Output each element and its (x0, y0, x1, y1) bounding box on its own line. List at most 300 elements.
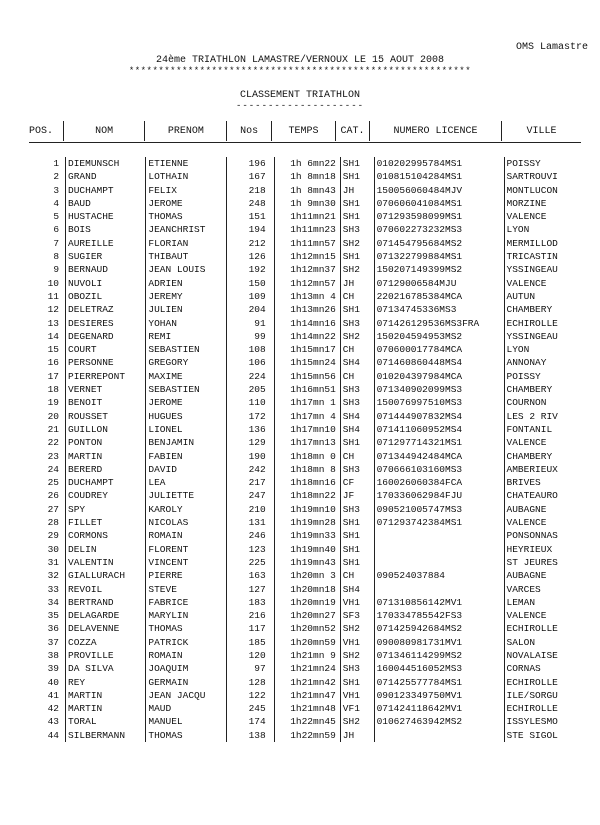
table-row (29, 569, 581, 582)
table-row (29, 184, 581, 197)
prenom-cell: JEAN LOUIS (146, 263, 226, 276)
temps-cell: 1h21mn42 (274, 676, 340, 689)
prenom-cell: MAUD (146, 702, 226, 715)
pos-cell: 27 (47, 503, 60, 515)
pos-cell: 20 (47, 410, 60, 422)
nos-cell: 174 (226, 715, 274, 728)
pos-cell: 30 (47, 543, 60, 555)
nom-cell: BERERD (66, 463, 146, 476)
ville-cell: BRIVES (504, 476, 581, 489)
nos-cell: 245 (226, 702, 274, 715)
licence-cell: 160044516052MS3 (374, 662, 504, 675)
temps-cell: 1h21mn48 (274, 702, 340, 715)
nos-cell: 109 (226, 290, 274, 303)
licence-cell: 170334785542FS3 (374, 609, 504, 622)
cat-cell: SH4 (340, 423, 374, 436)
cat-cell: CH (340, 290, 374, 303)
ville-cell: VALENCE (504, 436, 581, 449)
table-row (29, 423, 581, 436)
nos-cell: 129 (226, 436, 274, 449)
nos-cell: 205 (226, 383, 274, 396)
cat-cell: SH3 (340, 662, 374, 675)
temps-cell: 1h17mn10 (274, 423, 340, 436)
table-row (29, 410, 581, 423)
pos-cell: 26 (47, 490, 60, 502)
nom-cell: SUGIER (66, 250, 146, 263)
licence-cell: 010627463942MS2 (374, 715, 504, 728)
ville-cell: POISSY (504, 157, 581, 170)
pos-cell: 3 (53, 184, 60, 196)
ville-cell: VALENCE (504, 609, 581, 622)
table-row (29, 463, 581, 476)
cat-cell: SH2 (340, 330, 374, 343)
licence-cell: 070606041084MS1 (374, 197, 504, 210)
ville-cell: NOVALAISE (504, 649, 581, 662)
ville-cell: POISSY (504, 370, 581, 383)
nos-cell: 183 (226, 596, 274, 609)
licence-cell: 071322799884MS1 (374, 250, 504, 263)
ville-cell: YSSINGEAU (504, 263, 581, 276)
temps-cell: 1h22mn45 (274, 715, 340, 728)
temps-cell: 1h11mn21 (274, 210, 340, 223)
prenom-cell: PIERRE (146, 569, 226, 582)
cat-cell: SH2 (340, 263, 374, 276)
prenom-cell: BENJAMIN (146, 436, 226, 449)
prenom-cell: JEANCHRIST (146, 223, 226, 236)
nom-cell: REY (66, 676, 146, 689)
licence-cell: 071454795684MS2 (374, 237, 504, 250)
licence-cell: 07129006584MJU (374, 277, 504, 290)
nos-cell: 138 (226, 729, 274, 742)
nom-cell: DUCHAMPT (66, 476, 146, 489)
pos-cell: 40 (47, 676, 60, 688)
temps-cell: 1h19mn10 (274, 503, 340, 516)
nos-cell: 216 (226, 609, 274, 622)
pos-cell: 31 (47, 556, 60, 568)
table-row (29, 702, 581, 715)
ville-cell: ECHIROLLE (504, 702, 581, 715)
temps-cell: 1h 6mn22 (274, 157, 340, 170)
pos-cell: 18 (47, 384, 60, 396)
column-header-row (29, 121, 581, 141)
pos-cell: 25 (47, 477, 60, 489)
prenom-cell: NICOLAS (146, 516, 226, 529)
table-row (29, 622, 581, 635)
prenom-cell: DAVID (146, 463, 226, 476)
temps-cell: 1h19mn40 (274, 543, 340, 556)
ville-cell: VALENCE (504, 516, 581, 529)
table-row (29, 689, 581, 702)
prenom-cell: GERMAIN (146, 676, 226, 689)
temps-cell: 1h15mn17 (274, 343, 340, 356)
ville-cell: AUBAGNE (504, 569, 581, 582)
pos-cell: 6 (53, 224, 60, 236)
prenom-cell: MANUEL (146, 715, 226, 728)
prenom-cell: ADRIEN (146, 277, 226, 290)
prenom-cell: HUGUES (146, 410, 226, 423)
pos-cell: 38 (47, 649, 60, 661)
licence-cell: 090524037884 (374, 569, 504, 582)
prenom-cell: THOMAS (146, 210, 226, 223)
nos-cell: 217 (226, 476, 274, 489)
cat-cell: SH1 (340, 170, 374, 183)
table-row (29, 662, 581, 675)
temps-cell: 1h19mn33 (274, 529, 340, 542)
pos-cell: 13 (47, 317, 60, 329)
table-row (29, 290, 581, 303)
prenom-cell: JOAQUIM (146, 662, 226, 675)
organizer-label: OMS Lamastre (515, 42, 588, 53)
nos-cell: 190 (226, 450, 274, 463)
col-cat: CAT. (336, 121, 370, 141)
ville-cell: CORNAS (504, 662, 581, 675)
nom-cell: BERNAUD (66, 263, 146, 276)
cat-cell: VH1 (340, 596, 374, 609)
nos-cell: 136 (226, 423, 274, 436)
nom-cell: SILBERMANN (66, 729, 146, 742)
nom-cell: GIALLURACH (66, 569, 146, 582)
temps-cell: 1h21mn24 (274, 662, 340, 675)
prenom-cell: FLORENT (146, 543, 226, 556)
prenom-cell: JEREMY (146, 290, 226, 303)
nom-cell: PROVILLE (66, 649, 146, 662)
licence-cell: 070666103160MS3 (374, 463, 504, 476)
table-row (29, 609, 581, 622)
licence-cell: 071346114299MS2 (374, 649, 504, 662)
cat-cell: SH4 (340, 410, 374, 423)
cat-cell: SH1 (340, 436, 374, 449)
temps-cell: 1h12mn15 (274, 250, 340, 263)
pos-cell: 36 (47, 623, 60, 635)
table-row (29, 729, 581, 742)
nom-cell: COUDREY (66, 489, 146, 502)
nom-cell: MARTIN (66, 450, 146, 463)
nom-cell: PIERREPONT (66, 370, 146, 383)
nom-cell: DESIERES (66, 317, 146, 330)
table-row (29, 556, 581, 569)
nos-cell: 151 (226, 210, 274, 223)
temps-cell: 1h17mn 4 (274, 410, 340, 423)
licence-cell (374, 729, 504, 742)
ville-cell: CHAMBERY (504, 303, 581, 316)
nom-cell: ROUSSET (66, 410, 146, 423)
prenom-cell: REMI (146, 330, 226, 343)
pos-cell: 23 (47, 450, 60, 462)
prenom-cell: THOMAS (146, 622, 226, 635)
nom-cell: VERNET (66, 383, 146, 396)
temps-cell: 1h14mn16 (274, 317, 340, 330)
licence-cell (374, 556, 504, 569)
temps-cell: 1h14mn22 (274, 330, 340, 343)
temps-cell: 1h20mn19 (274, 596, 340, 609)
nom-cell: MARTIN (66, 702, 146, 715)
nos-cell: 123 (226, 543, 274, 556)
nom-cell: GUILLON (66, 423, 146, 436)
nom-cell: PONTON (66, 436, 146, 449)
pos-cell: 11 (47, 290, 60, 302)
licence-cell: 220216785384MCA (374, 290, 504, 303)
nom-cell: DELIN (66, 543, 146, 556)
prenom-cell: MARYLIN (146, 609, 226, 622)
licence-cell: 071444907832MS4 (374, 410, 504, 423)
temps-cell: 1h18mn 0 (274, 450, 340, 463)
table-row (29, 476, 581, 489)
pos-cell: 33 (47, 583, 60, 595)
ville-cell: VARCES (504, 583, 581, 596)
pos-cell: 5 (53, 211, 60, 223)
nom-cell: COURT (66, 343, 146, 356)
licence-cell: 150204594953MS2 (374, 330, 504, 343)
pos-cell: 8 (53, 251, 60, 263)
table-row (29, 330, 581, 343)
col-licence: NUMERO LICENCE (369, 121, 501, 141)
temps-cell: 1h 9mn30 (274, 197, 340, 210)
col-pos: POS. (29, 125, 54, 137)
prenom-cell: FABRICE (146, 596, 226, 609)
licence-cell: 071425942684MS2 (374, 622, 504, 635)
ville-cell: TRICASTIN (504, 250, 581, 263)
licence-cell: 070600017784MCA (374, 343, 504, 356)
prenom-cell: FLORIAN (146, 237, 226, 250)
licence-cell (374, 583, 504, 596)
pos-cell: 28 (47, 517, 60, 529)
ville-cell: LEMAN (504, 596, 581, 609)
licence-cell: 071310856142MV1 (374, 596, 504, 609)
cat-cell: CH (340, 569, 374, 582)
col-prenom: PRENOM (145, 121, 227, 141)
cat-cell: SH1 (340, 157, 374, 170)
section-title: CLASSEMENT TRIATHLON (239, 90, 361, 101)
prenom-cell: FELIX (146, 184, 226, 197)
temps-cell: 1h20mn52 (274, 622, 340, 635)
pos-cell: 9 (53, 264, 60, 276)
prenom-cell: GREGORY (146, 356, 226, 369)
table-row (29, 516, 581, 529)
licence-cell: 010815104284MS1 (374, 170, 504, 183)
cat-cell: SH1 (340, 197, 374, 210)
pos-cell: 39 (47, 663, 60, 675)
temps-cell: 1h12mn37 (274, 263, 340, 276)
temps-cell: 1h17mn 1 (274, 396, 340, 409)
pos-cell: 14 (47, 330, 60, 342)
nos-cell: 224 (226, 370, 274, 383)
licence-cell: 010202995784MS1 (374, 157, 504, 170)
pos-cell: 24 (47, 463, 60, 475)
prenom-cell: JEROME (146, 396, 226, 409)
nos-cell: 150 (226, 277, 274, 290)
ville-cell: STE SIGOL (504, 729, 581, 742)
nom-cell: BENOIT (66, 396, 146, 409)
nos-cell: 247 (226, 489, 274, 502)
nos-cell: 192 (226, 263, 274, 276)
pos-cell: 42 (47, 703, 60, 715)
licence-cell: 071425577784MS1 (374, 676, 504, 689)
ville-cell: ST JEURES (504, 556, 581, 569)
table-row (29, 676, 581, 689)
temps-cell: 1h18mn 8 (274, 463, 340, 476)
nos-cell: 185 (226, 636, 274, 649)
temps-cell: 1h13mn26 (274, 303, 340, 316)
licence-cell: 07134745336MS3 (374, 303, 504, 316)
temps-cell: 1h12mn57 (274, 277, 340, 290)
table-row (29, 396, 581, 409)
table-row (29, 529, 581, 542)
nom-cell: NUVOLI (66, 277, 146, 290)
cat-cell: SH3 (340, 396, 374, 409)
cat-cell: SH1 (340, 556, 374, 569)
cat-cell: SH1 (340, 210, 374, 223)
nos-cell: 212 (226, 237, 274, 250)
nos-cell: 196 (226, 157, 274, 170)
nos-cell: 122 (226, 689, 274, 702)
table-row (29, 649, 581, 662)
nos-cell: 110 (226, 396, 274, 409)
nom-cell: COZZA (66, 636, 146, 649)
table-row (29, 343, 581, 356)
cat-cell: SF3 (340, 609, 374, 622)
licence-cell (374, 529, 504, 542)
temps-cell: 1h16mn51 (274, 383, 340, 396)
table-row (29, 583, 581, 596)
table-row (29, 317, 581, 330)
document-title: 24ème TRIATHLON LAMASTRE/VERNOUX LE 15 AOUT 2008 (155, 55, 445, 66)
cat-cell: JF (340, 489, 374, 502)
ville-cell: ECHIROLLE (504, 676, 581, 689)
cat-cell: SH1 (340, 543, 374, 556)
nos-cell: 246 (226, 529, 274, 542)
temps-cell: 1h20mn 3 (274, 569, 340, 582)
temps-cell: 1h 8mn18 (274, 170, 340, 183)
nos-cell: 225 (226, 556, 274, 569)
licence-cell: 071411060952MS4 (374, 423, 504, 436)
cat-cell: VH1 (340, 689, 374, 702)
cat-cell: JH (340, 184, 374, 197)
nom-cell: GRAND (66, 170, 146, 183)
nom-cell: DEGENARD (66, 330, 146, 343)
temps-cell: 1h18mn22 (274, 489, 340, 502)
licence-cell: 090080981731MV1 (374, 636, 504, 649)
pos-cell: 34 (47, 596, 60, 608)
table-row (29, 237, 581, 250)
temps-cell: 1h15mn56 (274, 370, 340, 383)
pos-cell: 19 (47, 397, 60, 409)
nos-cell: 117 (226, 622, 274, 635)
ville-cell: ILE/SORGU (504, 689, 581, 702)
pos-cell: 17 (47, 370, 60, 382)
cat-cell: SH3 (340, 223, 374, 236)
temps-cell: 1h17mn13 (274, 436, 340, 449)
cat-cell: VH1 (340, 636, 374, 649)
nos-cell: 108 (226, 343, 274, 356)
pos-cell: 21 (47, 423, 60, 435)
licence-cell (374, 543, 504, 556)
nos-cell: 163 (226, 569, 274, 582)
ville-cell: CHATEAURO (504, 489, 581, 502)
nos-cell: 218 (226, 184, 274, 197)
nos-cell: 128 (226, 676, 274, 689)
table-row (29, 277, 581, 290)
licence-cell: 150056060484MJV (374, 184, 504, 197)
ville-cell: VALENCE (504, 210, 581, 223)
nom-cell: TORAL (66, 715, 146, 728)
pos-cell: 1 (53, 158, 60, 169)
nom-cell: REVOIL (66, 583, 146, 596)
ville-cell: VALENCE (504, 277, 581, 290)
nom-cell: CORMONS (66, 529, 146, 542)
table-row (29, 503, 581, 516)
header-divider (29, 142, 581, 143)
ville-cell: COURNON (504, 396, 581, 409)
cat-cell: JH (340, 277, 374, 290)
cat-cell: CH (340, 370, 374, 383)
ville-cell: SALON (504, 636, 581, 649)
pos-cell: 44 (47, 729, 60, 741)
pos-cell: 12 (47, 304, 60, 316)
table-row (29, 436, 581, 449)
prenom-cell: LEA (146, 476, 226, 489)
table-row (29, 250, 581, 263)
nom-cell: OBOZIL (66, 290, 146, 303)
cat-cell: SH1 (340, 676, 374, 689)
prenom-cell: FABIEN (146, 450, 226, 463)
col-nos: Nos (227, 121, 271, 141)
prenom-cell: THOMAS (146, 729, 226, 742)
temps-cell: 1h15mn24 (274, 356, 340, 369)
prenom-cell: JULIETTE (146, 489, 226, 502)
table-row (29, 370, 581, 383)
licence-cell: 071460860448MS4 (374, 356, 504, 369)
prenom-cell: MAXIME (146, 370, 226, 383)
prenom-cell: LIONEL (146, 423, 226, 436)
cat-cell: SH3 (340, 317, 374, 330)
table-row (29, 715, 581, 728)
temps-cell: 1h21mn 9 (274, 649, 340, 662)
cat-cell: SH2 (340, 715, 374, 728)
nom-cell: FILLET (66, 516, 146, 529)
col-temps: TEMPS (271, 121, 335, 141)
nom-cell: DELAGARDE (66, 609, 146, 622)
ville-cell: LYON (504, 223, 581, 236)
ville-cell: HEYRIEUX (504, 543, 581, 556)
col-ville: VILLE (502, 121, 582, 141)
nom-cell: VALENTIN (66, 556, 146, 569)
licence-cell: 150207149399MS2 (374, 263, 504, 276)
pos-cell: 37 (47, 636, 60, 648)
temps-cell: 1h21mn47 (274, 689, 340, 702)
prenom-cell: LOTHAIN (146, 170, 226, 183)
nom-cell: BAUD (66, 197, 146, 210)
nos-cell: 97 (226, 662, 274, 675)
cat-cell: SH4 (340, 356, 374, 369)
cat-cell: SH3 (340, 503, 374, 516)
nos-cell: 248 (226, 197, 274, 210)
nos-cell: 126 (226, 250, 274, 263)
ville-cell: MONTLUCON (504, 184, 581, 197)
nom-cell: SPY (66, 503, 146, 516)
prenom-cell: VINCENT (146, 556, 226, 569)
table-row (29, 596, 581, 609)
temps-cell: 1h11mn23 (274, 223, 340, 236)
nos-cell: 91 (226, 317, 274, 330)
cat-cell: JH (340, 729, 374, 742)
pos-cell: 22 (47, 437, 60, 449)
ville-cell: ECHIROLLE (504, 622, 581, 635)
cat-cell: SH1 (340, 250, 374, 263)
temps-cell: 1h18mn16 (274, 476, 340, 489)
ville-cell: FONTANIL (504, 423, 581, 436)
cat-cell: SH2 (340, 237, 374, 250)
licence-cell: 090123349750MV1 (374, 689, 504, 702)
